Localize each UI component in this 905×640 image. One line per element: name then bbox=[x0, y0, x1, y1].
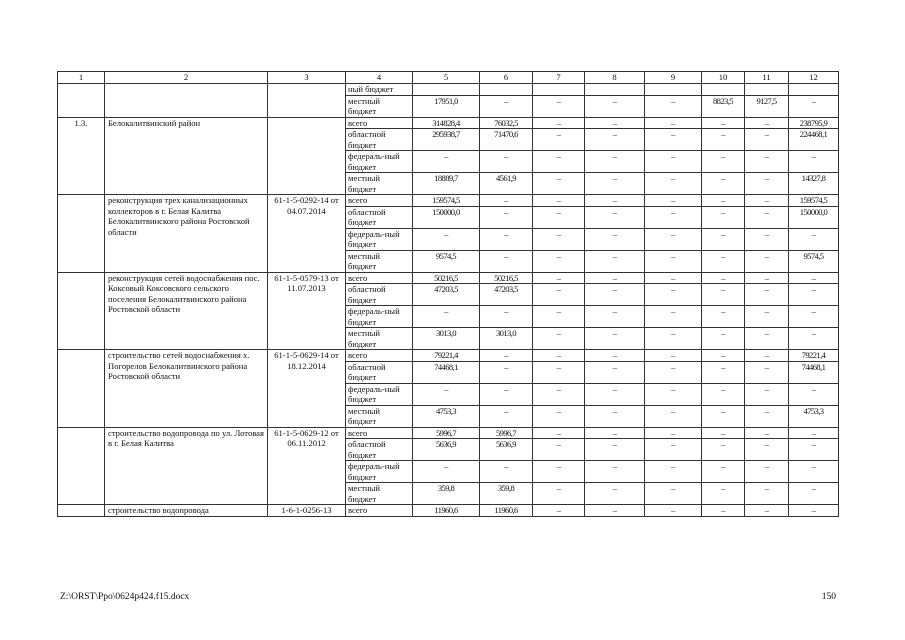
amount-cell: – bbox=[702, 461, 745, 483]
amount-cell bbox=[480, 84, 533, 96]
amount-cell: – bbox=[645, 306, 702, 328]
amount-cell: – bbox=[480, 95, 533, 117]
amount-cell: 3013,0 bbox=[413, 328, 480, 350]
amount-cell: – bbox=[533, 195, 585, 207]
amount-cell: 9574,5 bbox=[789, 250, 839, 272]
funding-source-cell: областной бюджет bbox=[346, 361, 413, 383]
amount-cell: – bbox=[533, 439, 585, 461]
amount-cell: – bbox=[533, 117, 585, 129]
amount-cell: – bbox=[702, 405, 745, 427]
amount-cell: – bbox=[789, 284, 839, 306]
amount-cell: – bbox=[789, 95, 839, 117]
amount-cell: – bbox=[702, 439, 745, 461]
column-header: 4 bbox=[346, 72, 413, 84]
amount-cell: 4561,9 bbox=[480, 173, 533, 195]
object-name-cell: реконструкция сетей водоснабжения пос. Коксовый Коксовского сельского поселения Белокалитвинского района Ростовской области bbox=[105, 272, 268, 350]
amount-cell: – bbox=[745, 427, 789, 439]
amount-cell: – bbox=[702, 505, 745, 517]
amount-cell: – bbox=[789, 272, 839, 284]
amount-cell: 8823,5 bbox=[702, 95, 745, 117]
amount-cell: 5996,7 bbox=[480, 427, 533, 439]
amount-cell: – bbox=[745, 383, 789, 405]
registration-code-cell: 61-1-5-0629-14 от 18.12.2014 bbox=[268, 350, 346, 428]
amount-cell: – bbox=[480, 461, 533, 483]
amount-cell: – bbox=[702, 284, 745, 306]
amount-cell: – bbox=[645, 383, 702, 405]
funding-source-cell: федераль-ный бюджет bbox=[346, 306, 413, 328]
amount-cell: 76032,5 bbox=[480, 117, 533, 129]
amount-cell: 359,8 bbox=[413, 483, 480, 505]
amount-cell: – bbox=[533, 95, 585, 117]
amount-cell: – bbox=[645, 427, 702, 439]
funding-source-cell: федераль-ный бюджет bbox=[346, 383, 413, 405]
funding-source-cell: местный бюджет bbox=[346, 95, 413, 117]
table-row bbox=[58, 195, 839, 207]
amount-cell: – bbox=[645, 405, 702, 427]
amount-cell: – bbox=[702, 306, 745, 328]
amount-cell: – bbox=[480, 306, 533, 328]
table-row bbox=[58, 350, 839, 362]
amount-cell: 47203,5 bbox=[480, 284, 533, 306]
amount-cell: 159574,5 bbox=[413, 195, 480, 207]
amount-cell: – bbox=[745, 195, 789, 207]
amount-cell: – bbox=[702, 151, 745, 173]
amount-cell: – bbox=[645, 151, 702, 173]
amount-cell: 150000,0 bbox=[413, 206, 480, 228]
amount-cell: – bbox=[702, 350, 745, 362]
amount-cell: – bbox=[789, 439, 839, 461]
amount-cell: – bbox=[413, 383, 480, 405]
table-row bbox=[58, 272, 839, 284]
amount-cell: – bbox=[533, 328, 585, 350]
amount-cell: 74468,1 bbox=[789, 361, 839, 383]
budget-table bbox=[57, 71, 839, 517]
row-number-cell bbox=[58, 195, 105, 273]
amount-cell: 4753,3 bbox=[413, 405, 480, 427]
column-header: 2 bbox=[105, 72, 268, 84]
amount-cell: – bbox=[745, 505, 789, 517]
amount-cell: – bbox=[645, 361, 702, 383]
amount-cell: 159574,5 bbox=[789, 195, 839, 207]
amount-cell: 18889,7 bbox=[413, 173, 480, 195]
funding-source-cell: местный бюджет bbox=[346, 173, 413, 195]
amount-cell: – bbox=[645, 328, 702, 350]
amount-cell: – bbox=[585, 151, 645, 173]
table-row bbox=[58, 427, 839, 439]
funding-source-cell: областной бюджет bbox=[346, 129, 413, 151]
funding-source-cell: всего bbox=[346, 272, 413, 284]
amount-cell: – bbox=[480, 250, 533, 272]
amount-cell: – bbox=[533, 129, 585, 151]
amount-cell: 5636,9 bbox=[480, 439, 533, 461]
amount-cell: – bbox=[585, 328, 645, 350]
amount-cell: 11960,6 bbox=[413, 505, 480, 517]
funding-source-cell: областной бюджет bbox=[346, 439, 413, 461]
row-number-cell bbox=[58, 84, 105, 118]
funding-source-cell: местный бюджет bbox=[346, 250, 413, 272]
amount-cell: – bbox=[789, 505, 839, 517]
amount-cell: – bbox=[533, 306, 585, 328]
amount-cell: – bbox=[533, 483, 585, 505]
amount-cell: – bbox=[480, 361, 533, 383]
registration-code-cell: 61-1-5-0292-14 от 04.07.2014 bbox=[268, 195, 346, 273]
amount-cell: – bbox=[702, 129, 745, 151]
amount-cell: – bbox=[413, 228, 480, 250]
amount-cell: – bbox=[702, 195, 745, 207]
amount-cell: – bbox=[585, 173, 645, 195]
amount-cell: – bbox=[480, 206, 533, 228]
amount-cell: 3013,0 bbox=[480, 328, 533, 350]
amount-cell: – bbox=[533, 350, 585, 362]
amount-cell: 17951,0 bbox=[413, 95, 480, 117]
amount-cell: – bbox=[745, 206, 789, 228]
amount-cell: 74468,1 bbox=[413, 361, 480, 383]
amount-cell: – bbox=[745, 129, 789, 151]
amount-cell: – bbox=[533, 405, 585, 427]
amount-cell: – bbox=[745, 250, 789, 272]
column-header: 3 bbox=[268, 72, 346, 84]
amount-cell: – bbox=[645, 206, 702, 228]
amount-cell: – bbox=[413, 306, 480, 328]
table-row bbox=[58, 117, 839, 129]
amount-cell: 150000,0 bbox=[789, 206, 839, 228]
amount-cell: 295938,7 bbox=[413, 129, 480, 151]
row-number-cell bbox=[58, 427, 105, 505]
amount-cell: – bbox=[533, 250, 585, 272]
registration-code-cell bbox=[268, 117, 346, 195]
amount-cell: – bbox=[585, 129, 645, 151]
column-header: 12 bbox=[789, 72, 839, 84]
funding-source-cell: ный бюджет bbox=[346, 84, 413, 96]
amount-cell: – bbox=[480, 195, 533, 207]
funding-source-cell: всего bbox=[346, 427, 413, 439]
document-file-path: Z:\ORST\Ppo\0624p424.f15.docx bbox=[60, 592, 190, 602]
amount-cell: – bbox=[585, 361, 645, 383]
funding-source-cell: всего bbox=[346, 117, 413, 129]
amount-cell: – bbox=[645, 439, 702, 461]
funding-source-cell: местный бюджет bbox=[346, 405, 413, 427]
registration-code-cell bbox=[268, 84, 346, 118]
amount-cell bbox=[413, 84, 480, 96]
amount-cell: – bbox=[789, 328, 839, 350]
amount-cell: – bbox=[789, 483, 839, 505]
amount-cell bbox=[702, 84, 745, 96]
amount-cell: 9127,5 bbox=[745, 95, 789, 117]
amount-cell: – bbox=[645, 117, 702, 129]
amount-cell: – bbox=[645, 228, 702, 250]
amount-cell: – bbox=[789, 461, 839, 483]
amount-cell: – bbox=[745, 405, 789, 427]
amount-cell: – bbox=[533, 361, 585, 383]
amount-cell: – bbox=[745, 483, 789, 505]
row-number-cell bbox=[58, 505, 105, 517]
table-row bbox=[58, 84, 839, 96]
amount-cell: – bbox=[533, 173, 585, 195]
amount-cell: – bbox=[533, 383, 585, 405]
amount-cell: – bbox=[585, 427, 645, 439]
amount-cell: – bbox=[585, 505, 645, 517]
amount-cell: 359,8 bbox=[480, 483, 533, 505]
amount-cell: 79221,4 bbox=[413, 350, 480, 362]
amount-cell: – bbox=[702, 427, 745, 439]
amount-cell: – bbox=[585, 117, 645, 129]
row-number-cell bbox=[58, 272, 105, 350]
amount-cell: – bbox=[585, 206, 645, 228]
amount-cell: 9574,5 bbox=[413, 250, 480, 272]
column-header: 10 bbox=[702, 72, 745, 84]
amount-cell: – bbox=[413, 151, 480, 173]
amount-cell: – bbox=[702, 173, 745, 195]
amount-cell: 4753,3 bbox=[789, 405, 839, 427]
amount-cell: 50216,5 bbox=[413, 272, 480, 284]
funding-source-cell: федераль-ный бюджет bbox=[346, 461, 413, 483]
amount-cell: – bbox=[745, 328, 789, 350]
amount-cell: – bbox=[702, 383, 745, 405]
funding-source-cell: всего bbox=[346, 350, 413, 362]
amount-cell: – bbox=[533, 206, 585, 228]
amount-cell: – bbox=[480, 383, 533, 405]
table-row bbox=[58, 505, 839, 517]
funding-source-cell: всего bbox=[346, 505, 413, 517]
amount-cell: – bbox=[585, 272, 645, 284]
funding-source-cell: всего bbox=[346, 195, 413, 207]
column-header: 5 bbox=[413, 72, 480, 84]
amount-cell: – bbox=[645, 461, 702, 483]
amount-cell: – bbox=[702, 228, 745, 250]
amount-cell: – bbox=[645, 195, 702, 207]
amount-cell: – bbox=[789, 383, 839, 405]
row-number-cell: 1.3. bbox=[58, 117, 105, 195]
amount-cell: – bbox=[702, 206, 745, 228]
amount-cell: – bbox=[789, 306, 839, 328]
amount-cell: – bbox=[585, 350, 645, 362]
funding-source-cell: областной бюджет bbox=[346, 284, 413, 306]
amount-cell: 50216,5 bbox=[480, 272, 533, 284]
column-header: 9 bbox=[645, 72, 702, 84]
amount-cell: – bbox=[533, 272, 585, 284]
column-header: 1 bbox=[58, 72, 105, 84]
amount-cell: – bbox=[702, 272, 745, 284]
object-name-cell: строительство сетей водоснабжения х. Погорелов Белокалитвинского района Ростовской области bbox=[105, 350, 268, 428]
amount-cell: – bbox=[645, 284, 702, 306]
amount-cell: – bbox=[645, 129, 702, 151]
amount-cell: – bbox=[745, 151, 789, 173]
amount-cell: – bbox=[585, 439, 645, 461]
funding-source-cell: федераль-ный бюджет bbox=[346, 228, 413, 250]
object-name-cell: строительство водопровода по ул. Лотовая в г. Белая Калитва bbox=[105, 427, 268, 505]
amount-cell: – bbox=[702, 328, 745, 350]
amount-cell: – bbox=[702, 483, 745, 505]
amount-cell: – bbox=[480, 151, 533, 173]
amount-cell: – bbox=[533, 228, 585, 250]
object-name-cell: Белокалитвинский район bbox=[105, 117, 268, 195]
amount-cell: – bbox=[533, 461, 585, 483]
amount-cell: 47203,5 bbox=[413, 284, 480, 306]
amount-cell: 5996,7 bbox=[413, 427, 480, 439]
amount-cell: 14327,8 bbox=[789, 173, 839, 195]
table-header-row bbox=[58, 72, 839, 84]
amount-cell: – bbox=[745, 173, 789, 195]
funding-source-cell: местный бюджет bbox=[346, 328, 413, 350]
amount-cell: – bbox=[645, 350, 702, 362]
amount-cell: – bbox=[745, 284, 789, 306]
amount-cell: – bbox=[585, 306, 645, 328]
registration-code-cell: 61-1-5-0579-13 от 11.07.2013 bbox=[268, 272, 346, 350]
object-name-cell: строительство водопровода bbox=[105, 505, 268, 517]
amount-cell bbox=[745, 84, 789, 96]
amount-cell: 5636,9 bbox=[413, 439, 480, 461]
amount-cell: – bbox=[645, 173, 702, 195]
amount-cell: – bbox=[480, 350, 533, 362]
amount-cell: – bbox=[745, 228, 789, 250]
amount-cell: 224468,1 bbox=[789, 129, 839, 151]
amount-cell: – bbox=[533, 284, 585, 306]
amount-cell: 11960,6 bbox=[480, 505, 533, 517]
amount-cell bbox=[533, 84, 585, 96]
amount-cell: – bbox=[585, 228, 645, 250]
amount-cell: – bbox=[585, 250, 645, 272]
amount-cell: 314828,4 bbox=[413, 117, 480, 129]
amount-cell: – bbox=[645, 95, 702, 117]
amount-cell: – bbox=[702, 250, 745, 272]
amount-cell: – bbox=[745, 439, 789, 461]
page-number: 150 bbox=[821, 592, 836, 602]
amount-cell: – bbox=[745, 117, 789, 129]
amount-cell: – bbox=[480, 228, 533, 250]
object-name-cell bbox=[105, 84, 268, 118]
amount-cell: – bbox=[533, 427, 585, 439]
amount-cell: – bbox=[585, 405, 645, 427]
amount-cell: – bbox=[789, 151, 839, 173]
column-header: 7 bbox=[533, 72, 585, 84]
amount-cell: – bbox=[585, 483, 645, 505]
amount-cell: – bbox=[585, 95, 645, 117]
amount-cell: – bbox=[702, 361, 745, 383]
amount-cell: – bbox=[585, 383, 645, 405]
amount-cell: – bbox=[413, 461, 480, 483]
amount-cell: – bbox=[789, 228, 839, 250]
amount-cell: – bbox=[480, 405, 533, 427]
row-number-cell bbox=[58, 350, 105, 428]
funding-source-cell: федераль-ный бюджет bbox=[346, 151, 413, 173]
registration-code-cell: 1-6-1-0256-13 bbox=[268, 505, 346, 517]
amount-cell: – bbox=[585, 461, 645, 483]
amount-cell bbox=[645, 84, 702, 96]
amount-cell bbox=[585, 84, 645, 96]
amount-cell: – bbox=[745, 272, 789, 284]
amount-cell: – bbox=[533, 151, 585, 173]
column-header: 11 bbox=[745, 72, 789, 84]
amount-cell: – bbox=[745, 306, 789, 328]
amount-cell: – bbox=[645, 250, 702, 272]
amount-cell: – bbox=[533, 505, 585, 517]
funding-source-cell: местный бюджет bbox=[346, 483, 413, 505]
amount-cell: – bbox=[585, 195, 645, 207]
object-name-cell: реконструкция трех канализационных коллекторов в г. Белая Калитва Белокалитвинского района Ростовской области bbox=[105, 195, 268, 273]
amount-cell: – bbox=[789, 427, 839, 439]
amount-cell: – bbox=[645, 505, 702, 517]
amount-cell: 71470,6 bbox=[480, 129, 533, 151]
amount-cell: – bbox=[745, 461, 789, 483]
funding-source-cell: областной бюджет bbox=[346, 206, 413, 228]
amount-cell: – bbox=[745, 361, 789, 383]
amount-cell bbox=[789, 84, 839, 96]
amount-cell: – bbox=[645, 272, 702, 284]
column-header: 6 bbox=[480, 72, 533, 84]
amount-cell: 79221,4 bbox=[789, 350, 839, 362]
amount-cell: – bbox=[702, 117, 745, 129]
amount-cell: – bbox=[645, 483, 702, 505]
amount-cell: 238795,9 bbox=[789, 117, 839, 129]
amount-cell: – bbox=[585, 284, 645, 306]
registration-code-cell: 61-1-5-0629-12 от 06.11.2012 bbox=[268, 427, 346, 505]
amount-cell: – bbox=[745, 350, 789, 362]
column-header: 8 bbox=[585, 72, 645, 84]
